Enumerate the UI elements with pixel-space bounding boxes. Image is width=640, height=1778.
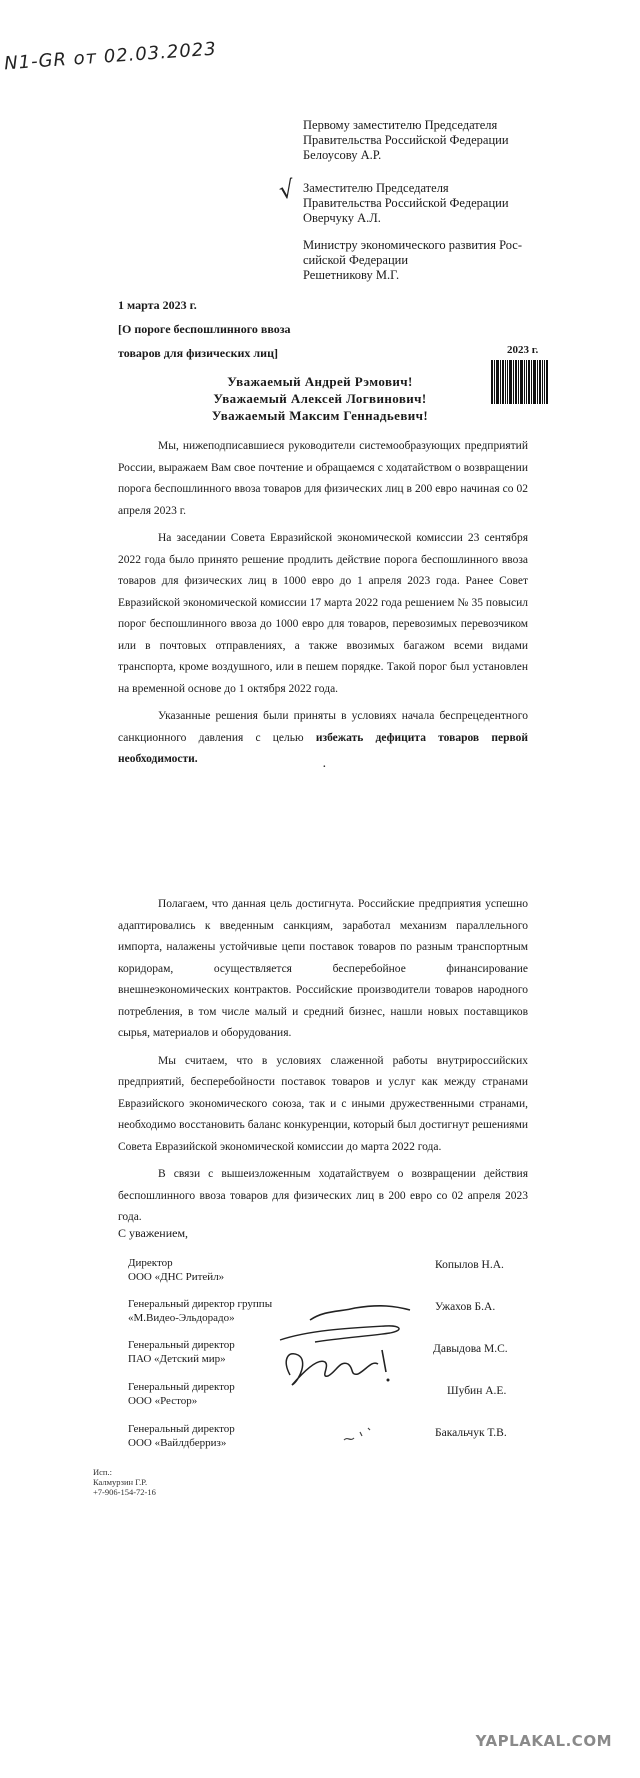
executor-name: Калмурзин Г.Р.: [93, 1477, 148, 1487]
signatory-name: Давыдова М.С.: [433, 1343, 508, 1355]
body-paragraph: Полагаем, что данная цель достигнута. Российские предприятия успешно адаптировались к введенным санкциям, заработал механизм параллельного импорта, налажены устойчивые цепи поставок товаров по разным транспортным коридорам, осуществляется бесперебойное финансирование внешнеэкономических контрактов. Российские производители товаров народного потребления, в том числе малый и средний бизнес, нашли новых поставщиков сырья, материалов и оборудования.: [118, 898, 528, 1039]
stamp-year: 2023 г.: [507, 344, 539, 356]
signatory-name: Копылов Н.А.: [435, 1259, 504, 1271]
signatory-name: Бакальчук Т.В.: [435, 1427, 507, 1439]
check-mark: √: [276, 174, 298, 206]
addressee-1: [303, 118, 509, 163]
executor-block: [93, 1467, 156, 1497]
paragraph-text: Указанные решения были приняты в условиях начала беспрецедентного санкционного давления с целью: [118, 710, 528, 744]
executor-phone: +7-906-154-72-16: [93, 1487, 156, 1497]
page-mark: ·: [322, 760, 327, 775]
letter-date: 1 марта 2023 г.: [118, 298, 197, 312]
addressee-line: Заместителю Председателя: [303, 181, 449, 195]
addressee-3: [303, 238, 522, 283]
signatory-name: Ужахов Б.А.: [435, 1301, 496, 1313]
body-page-1: [118, 436, 528, 777]
body-paragraph: Мы считаем, что в условиях слаженной работы внутрироссийских предприятий, бесперебойности поставок товаров и услуг как между странами Евразийского экономического союза, так и с иными дружественными странами, необходимо восстановить баланс конкуренции, который был достигнут решениями Совета Евразийской экономической комиссии до марта 2022 года.: [118, 1054, 528, 1153]
addressee-line: Решетникову М.Г.: [303, 268, 400, 282]
watermark-logo: YAPLAKAL.COM: [475, 1732, 612, 1750]
subject-line: товаров для физических лиц]: [118, 346, 278, 360]
addressee-2: [303, 181, 509, 226]
addressee-line: Министру экономического развития Рос-: [303, 238, 523, 252]
addressee-line: Белоусову А.Р.: [303, 148, 382, 162]
signatory-position: Генеральный директор: [128, 1423, 235, 1435]
signatory-title: [128, 1256, 224, 1284]
signature-icon: [270, 1300, 430, 1395]
addressee-line: Оверчуку А.Л.: [303, 211, 381, 225]
signatory-position: Генеральный директор: [128, 1381, 235, 1393]
paragraph-emphasis: избежать дефицита товаров первой необходимости.: [118, 731, 528, 765]
greeting-line: Уважаемый Андрей Рэмович!: [227, 374, 413, 389]
greeting-line: Уважаемый Алексей Логвинович!: [213, 391, 427, 406]
body-page-2: [118, 894, 528, 1235]
body-paragraph: Мы, нижеподписавшиеся руководители системообразующих предприятий России, выражаем Вам свое почтение и обращаемся с ходатайством о возвращении порога беспошлинного ввоза товаров для физических лиц в 200 евро начиная со 02 апреля 2023 г.: [118, 440, 528, 517]
subject-line: [О пороге беспошлинного ввоза: [118, 322, 291, 336]
addressee-line: Первому заместителю Председателя: [303, 118, 498, 132]
greeting-line: Уважаемый Максим Геннадьевич!: [211, 408, 429, 423]
addressee-line: сийской Федерации: [303, 253, 409, 267]
executor-label: Исп.:: [93, 1467, 112, 1477]
signatory-company: ООО «Рестор»: [128, 1395, 198, 1407]
registration-note: N1-GR от 02.03.2023: [3, 38, 218, 75]
body-paragraph: На заседании Совета Евразийской экономической комиссии 23 сентября 2022 года было принято решение продлить действие порога беспошлинного ввоза товаров для физических лиц в 1000 евро до 1 апреля 2023 года. Ранее Совет Евразийской экономической комиссии 17 марта 2022 года решением № 35 повысил порог беспошлинного ввоза до 1000 евро для товаров, перевозимых перевозчиком или в почтовых отправлениях, а также ввозимых багажом всеми видами транспорта, кроме воздушного, или в пешем порядке. Такой порог был установлен на временной основе до 1 октября 2022 года.: [118, 532, 528, 695]
signatory-company: «М.Видео-Эльдорадо»: [128, 1312, 235, 1324]
signatory-name: Шубин А.Е.: [447, 1385, 507, 1397]
addressee-line: Правительства Российской Федерации: [303, 196, 509, 210]
greeting-block: [160, 373, 480, 424]
signatory-title: [128, 1338, 235, 1366]
signature-icon: [340, 1418, 380, 1448]
signatory-position: Директор: [128, 1257, 173, 1269]
signatory-company: ООО «Вайлдберриз»: [128, 1437, 227, 1449]
signatory-company: ООО «ДНС Ритейл»: [128, 1271, 225, 1283]
signatory-title: [128, 1422, 235, 1450]
signatory-title: [128, 1297, 272, 1325]
signatory-company: ПАО «Детский мир»: [128, 1353, 226, 1365]
barcode-icon: [491, 360, 548, 404]
body-paragraph: В связи с вышеизложенным ходатайствуем о возвращении действия беспошлинного ввоза товаров для физических лиц в 200 евро со 02 апреля 2023 года.: [118, 1168, 528, 1223]
addressee-line: Правительства Российской Федерации: [303, 133, 509, 147]
signatory-title: [128, 1380, 235, 1408]
closing: С уважением,: [118, 1226, 189, 1240]
signatory-position: Генеральный директор: [128, 1339, 235, 1351]
letter-meta: [118, 293, 291, 365]
signatory-position: Генеральный директор группы: [128, 1298, 273, 1310]
